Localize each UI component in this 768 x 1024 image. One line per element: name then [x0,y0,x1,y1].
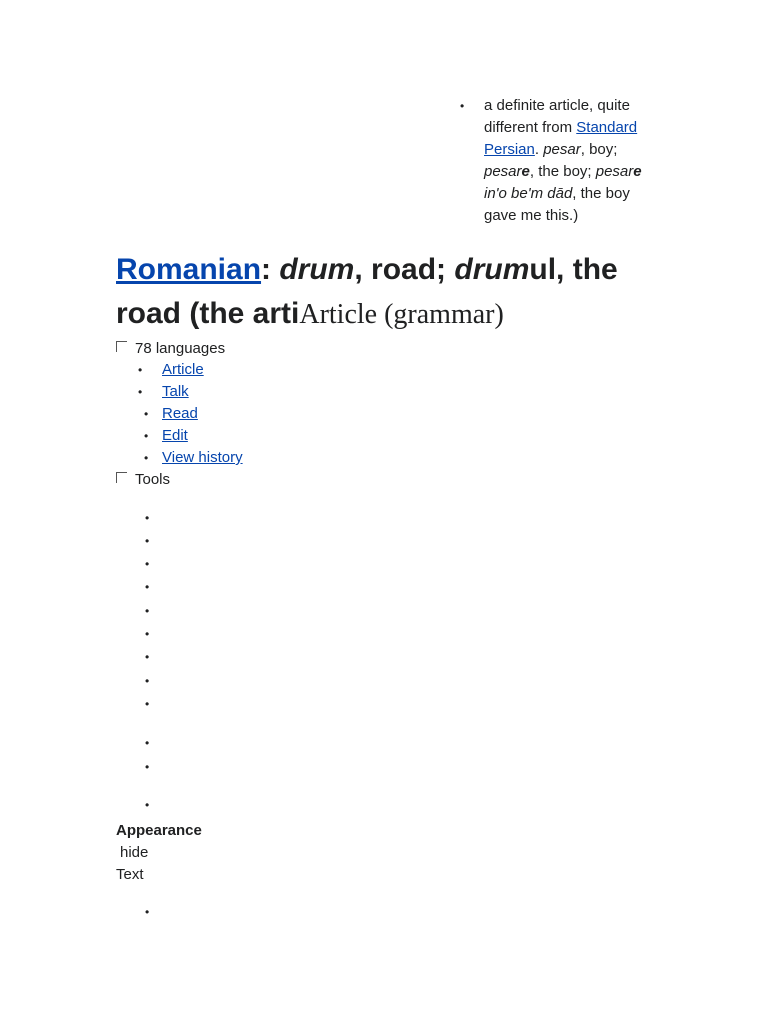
list-item: • [145,650,150,664]
list-item: • [145,604,150,618]
list-item: • [145,674,150,688]
example-pesare: pesare [484,163,530,180]
list-item: • [145,557,150,571]
bullet: • [138,385,143,399]
tab-read[interactable] [138,403,243,425]
bullet: • [460,99,465,113]
page-heading: Romanian: drum, road; drumul, the road (the artiArticle (grammar) [116,253,618,330]
romanian-link[interactable]: Romanian [116,253,262,286]
note-text [484,95,650,227]
tab-talk-link[interactable]: Talk [162,383,189,400]
appearance-section [116,820,202,886]
list-item: • [145,534,150,548]
tab-edit[interactable] [138,425,243,447]
tab-view-history[interactable] [138,447,243,469]
languages-toggle[interactable] [116,339,225,359]
example-sentence: pesare in'o be'm dād [484,163,642,202]
tab-article[interactable] [138,359,243,381]
example-pesar: pesar [543,141,581,158]
note-text-2: . [534,141,544,158]
list-item: • [145,736,150,750]
note-text-4: , the boy; [529,163,596,180]
hide-button[interactable]: hide [120,844,149,861]
note-text-5: , the boy gave me this.) [484,185,630,224]
tab-article-link[interactable]: Article [162,361,204,378]
tools-toggle[interactable] [116,470,170,490]
list-item: • [145,905,150,919]
text-label: Text [116,866,144,883]
appearance-title: Appearance [116,822,202,839]
checkbox-icon[interactable] [116,341,127,352]
list-item: • [145,760,150,774]
bullet: • [144,429,149,443]
note-text-1: a definite article, quite different from [484,97,630,136]
bullet: • [144,451,149,465]
note-text-3: , boy; [580,141,618,158]
article-title: Article (grammar) [299,299,504,330]
standard-persian-link[interactable]: Standard Persian [484,119,638,158]
tab-talk[interactable] [138,381,243,403]
tab-view-history-link[interactable]: View history [162,449,243,466]
heading-drumul: drum [454,253,530,286]
page-tabs [138,359,243,469]
list-item: • [145,580,150,594]
tab-read-link[interactable]: Read [162,405,198,422]
tab-edit-link[interactable]: Edit [162,427,188,444]
checkbox-icon[interactable] [116,472,127,483]
bullet: • [144,407,149,421]
list-item: • [145,627,150,641]
list-item: • [145,798,150,812]
list-item: • [145,511,150,525]
heading-drum: drum [279,253,355,286]
tools-label: Tools [135,471,171,488]
languages-label: 78 languages [135,340,226,357]
definite-article-note [460,95,650,227]
list-item: • [145,697,150,711]
bullet: • [138,363,143,377]
